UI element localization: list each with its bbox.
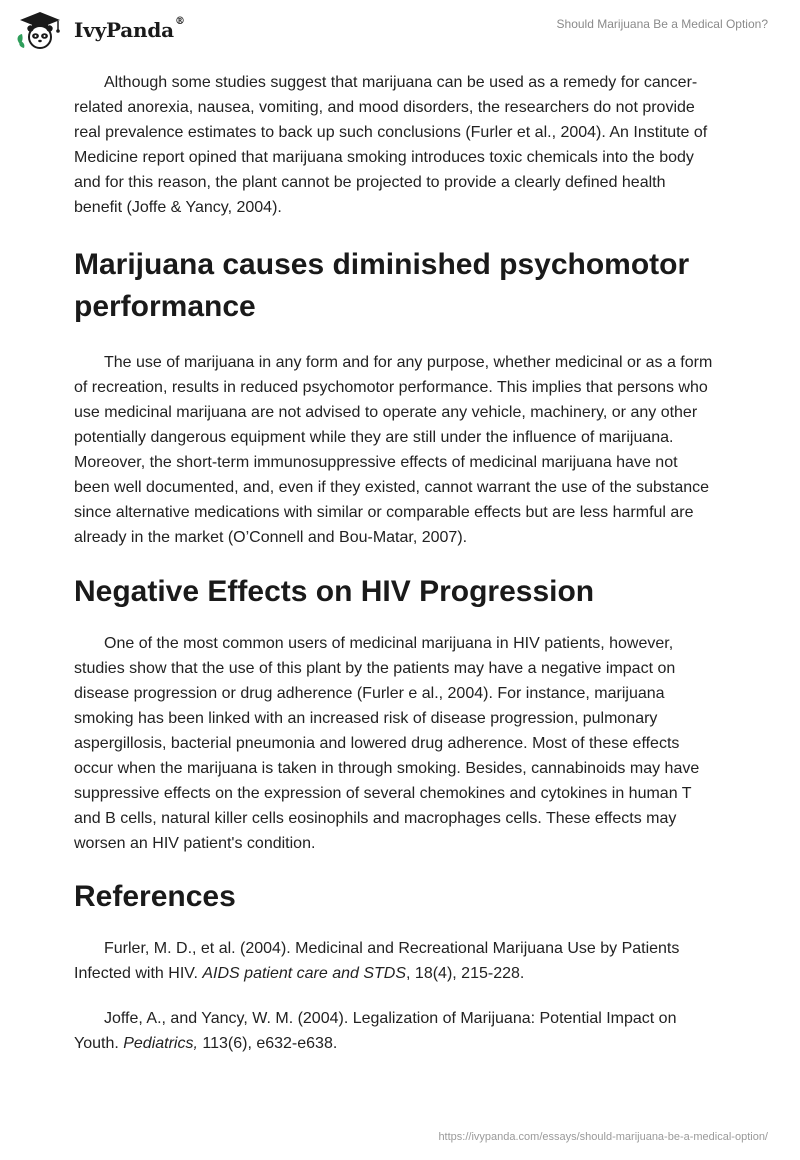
footer-url[interactable]: https://ivypanda.com/essays/should-marijuana-be-a-medical-option/ xyxy=(438,1131,768,1143)
reference-text: Joffe, A., and Yancy, W. M. (2004). Legalization of Marijuana: Potential Impact on Youth. xyxy=(74,1010,677,1052)
panda-graduation-cap-icon xyxy=(14,10,66,50)
essay-content xyxy=(74,70,714,1056)
page-header xyxy=(0,0,800,60)
registered-mark: ® xyxy=(174,16,185,27)
paragraph-hiv: One of the most common users of medicinal marijuana in HIV patients, however, studies show that the use of this plant by the patients may have a negative impact on disease progression or drug adherence (Furler e al., 2004). For instance, marijuana smoking has been linked with an increased risk of disease progression, pulmonary aspergillosis, bacterial pneumonia and lowered drug adherence. Most of these effects occur when the marijuana is taken in through smoking. Besides, cannabinoids may have suppressive effects on the expression of several chemokines and cytokines in human T and B cells, natural killer cells eosinophils and macrophages cells. These effects may worsen an HIV patient's condition. xyxy=(74,635,700,852)
ivypanda-logo[interactable] xyxy=(14,10,185,50)
heading-references: References xyxy=(74,880,236,913)
heading-hiv-progression: Negative Effects on HIV Progression xyxy=(74,575,595,608)
logo-text: IvyPanda xyxy=(74,18,174,42)
paragraph-intro: Although some studies suggest that marijuana can be used as a remedy for cancer-related anorexia, nausea, vomiting, and mood disorders, the researchers do not provide real prevalence estimates to back up such conclusions (Furler et al., 2004). An Institute of Medicine report opined that marijuana smoking introduces toxic chemicals into the body and for this reason, the plant cannot be projected to provide a clearly defined health benefit (Joffe & Yancy, 2004). xyxy=(74,74,708,216)
logo-wordmark xyxy=(74,18,185,42)
document-title: Should Marijuana Be a Medical Option? xyxy=(556,17,768,31)
reference-item xyxy=(74,936,714,986)
reference-item xyxy=(74,1006,714,1056)
heading-psychomotor: Marijuana causes diminished psychomotor performance xyxy=(74,248,690,323)
reference-details: 113(6), e632-e638. xyxy=(197,1035,338,1052)
reference-text: Furler, M. D., et al. (2004). Medicinal and Recreational Marijuana Use by Patients Infected with HIV. xyxy=(74,940,680,982)
reference-journal: Pediatrics, xyxy=(123,1035,198,1052)
reference-details: , 18(4), 215-228. xyxy=(406,965,525,982)
paragraph-psychomotor: The use of marijuana in any form and for any purpose, whether medicinal or as a form of recreation, results in reduced psychomotor performance. This implies that persons who use medicinal marijuana are not advised to operate any vehicle, machinery, or any other potentially dangerous equipment while they are still under the influence of marijuana. Moreover, the short-term immunosuppressive effects of medicinal marijuana have not been well documented, and, even if they existed, cannot warrant the use of the substance since alternative medications with similar or comparable effects but are less harmful are already in the market (O’Connell and Bou-Matar, 2007). xyxy=(74,354,713,546)
reference-journal: AIDS patient care and STDS xyxy=(202,965,407,982)
